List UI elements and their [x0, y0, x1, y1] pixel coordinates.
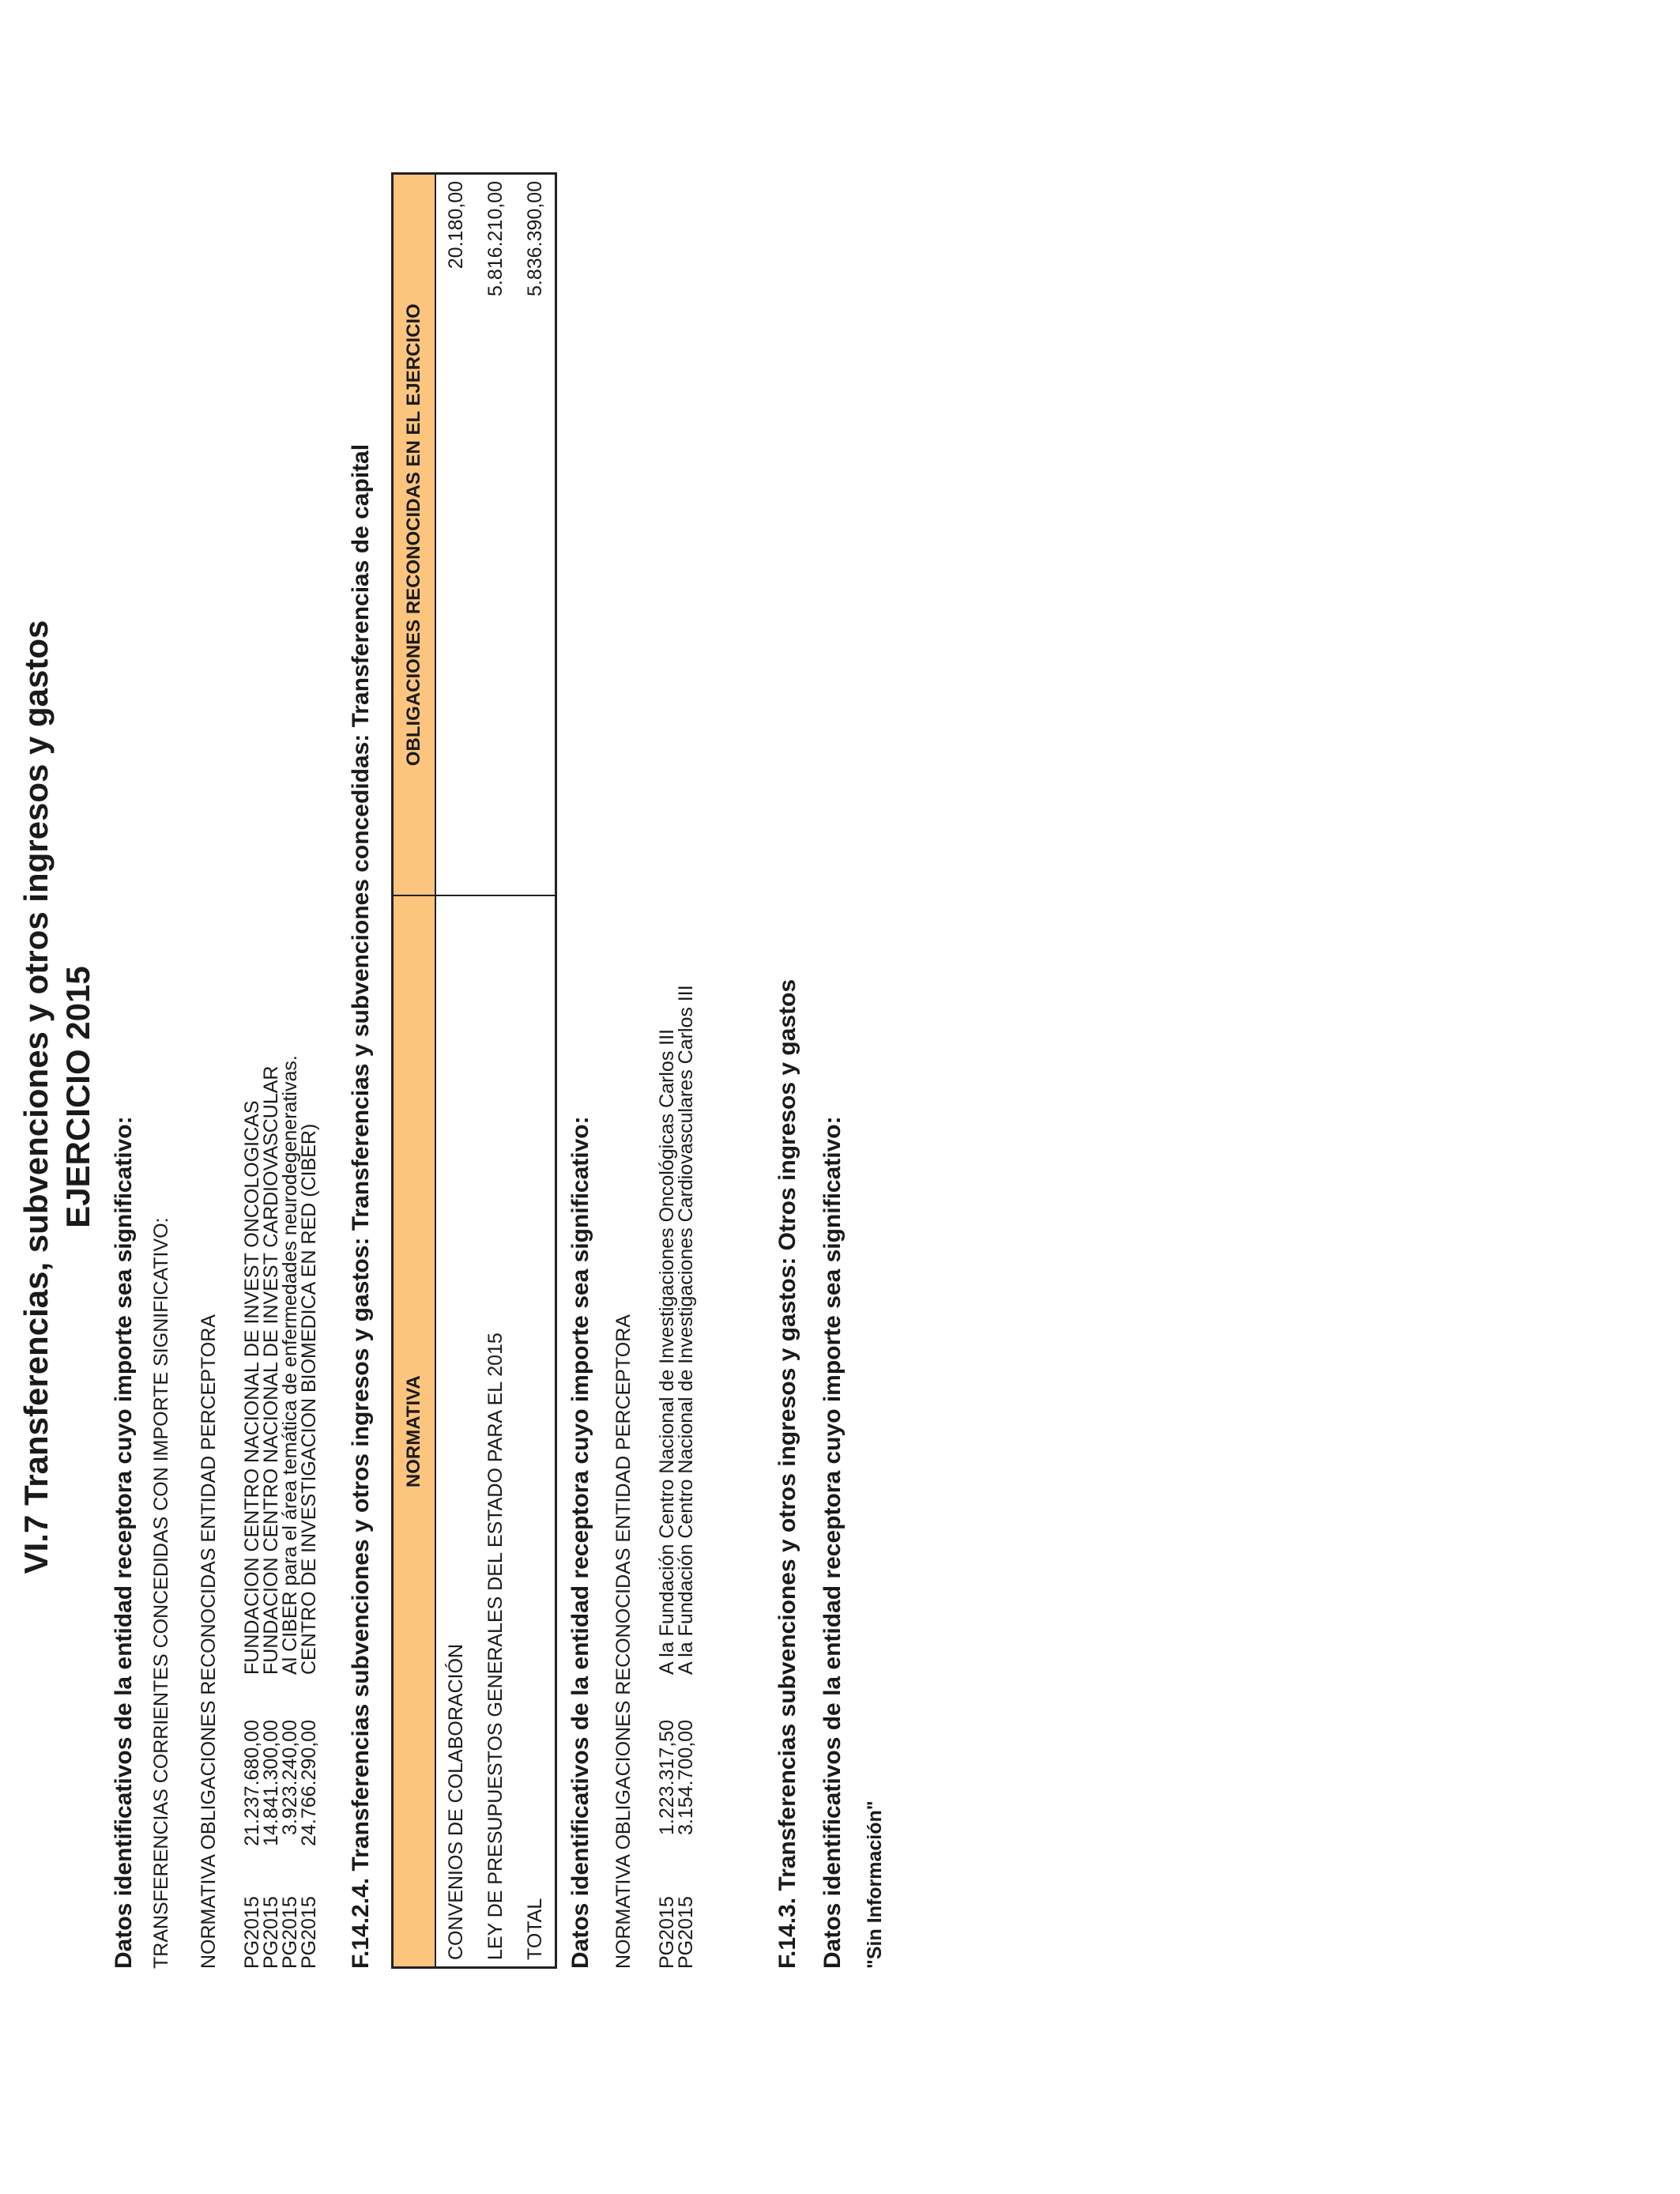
cell-normativa: LEY DE PRESUPUESTOS GENERALES DEL ESTADO PARA EL 2015 — [476, 895, 515, 1967]
section3-heading: Datos identificativos de la entidad receptora cuyo importe sea significativo: — [567, 1116, 593, 1969]
entity: FUNDACION CENTRO NACIONAL DE INVEST ONCOLOGICAS — [241, 1100, 263, 1675]
section4-heading: F.14.3. Transferencias subvenciones y otros ingresos y gastos: Otros ingresos y gastos — [774, 978, 800, 1969]
column-header-normativa: NORMATIVA — [393, 895, 436, 1967]
amount: 24.766.290,00 — [298, 1720, 320, 1846]
entity: A la Fundación Centro Nacional de Investigaciones Cardiovasculares Carlos III — [675, 985, 697, 1675]
amount: 3.923.240,00 — [279, 1720, 301, 1835]
table-row — [435, 174, 476, 1968]
table-row — [515, 174, 556, 1968]
normativa-code: PG2015 — [279, 1896, 301, 1969]
transfers-table — [391, 172, 557, 1969]
normativa-code: PG2015 — [260, 1896, 282, 1969]
amount: 1.223.317,50 — [656, 1720, 678, 1835]
normativa-code: PG2015 — [675, 1896, 697, 1969]
cell-normativa: TOTAL — [515, 895, 556, 1967]
entity: CENTRO DE INVESTIGACION BIOMEDICA EN RED (CIBER) — [298, 1123, 320, 1675]
cell-obligaciones: 5.816.210,00 — [476, 174, 515, 896]
section2-heading: F.14.2.4. Transferencias subvenciones y otros ingresos y gastos: Transferencias y subvenciones concedidas: Transferencias de capital — [348, 443, 374, 1969]
section1-line2: NORMATIVA OBLIGACIONES RECONOCIDAS ENTIDAD PERCEPTORA — [198, 1314, 220, 1969]
cell-obligaciones: 5.836.390,00 — [515, 174, 556, 896]
entity: A la Fundación Centro Nacional de Investigaciones Oncológicas Carlos III — [656, 1028, 678, 1675]
page-title: VI.7 Transferencias, subvenciones y otros ingresos y gastos — [17, 620, 55, 1574]
normativa-code: PG2015 — [656, 1896, 678, 1969]
entity: Al CIBER para el área temática de enfermedades neurodegenerativas. — [279, 1055, 301, 1675]
column-header-obligaciones: OBLIGACIONES RECONOCIDAS EN EL EJERCICIO — [393, 174, 436, 896]
amount: 3.154.700,00 — [675, 1720, 697, 1835]
section4-subheading: Datos identificativos de la entidad receptora cuyo importe sea significativo: — [819, 1116, 846, 1969]
normativa-code: PG2015 — [298, 1896, 320, 1969]
section1-heading: Datos identificativos de la entidad receptora cuyo importe sea significativo: — [111, 1116, 137, 1969]
normativa-code: PG2015 — [241, 1896, 263, 1969]
cell-normativa: CONVENIOS DE COLABORACIÓN — [435, 895, 476, 1967]
section3-line1: NORMATIVA OBLIGACIONES RECONOCIDAS ENTIDAD PERCEPTORA — [612, 1314, 635, 1969]
table-row — [476, 174, 515, 1968]
page-subtitle: EJERCICIO 2015 — [59, 966, 96, 1228]
amount: 14.841.300,00 — [260, 1720, 282, 1846]
table-header-row — [393, 174, 436, 1968]
cell-obligaciones: 20.180,00 — [435, 174, 476, 896]
amount: 21.237.680,00 — [241, 1720, 263, 1846]
entity: FUNDACION CENTRO NACIONAL DE INVEST CARDIOVASCULAR — [260, 1065, 282, 1675]
section1-line1: TRANSFERENCIAS CORRIENTES CONCEDIDAS CON IMPORTE SIGNIFICATIVO: — [150, 1217, 172, 1969]
no-information-note: "Sin Información" — [864, 1800, 886, 1969]
